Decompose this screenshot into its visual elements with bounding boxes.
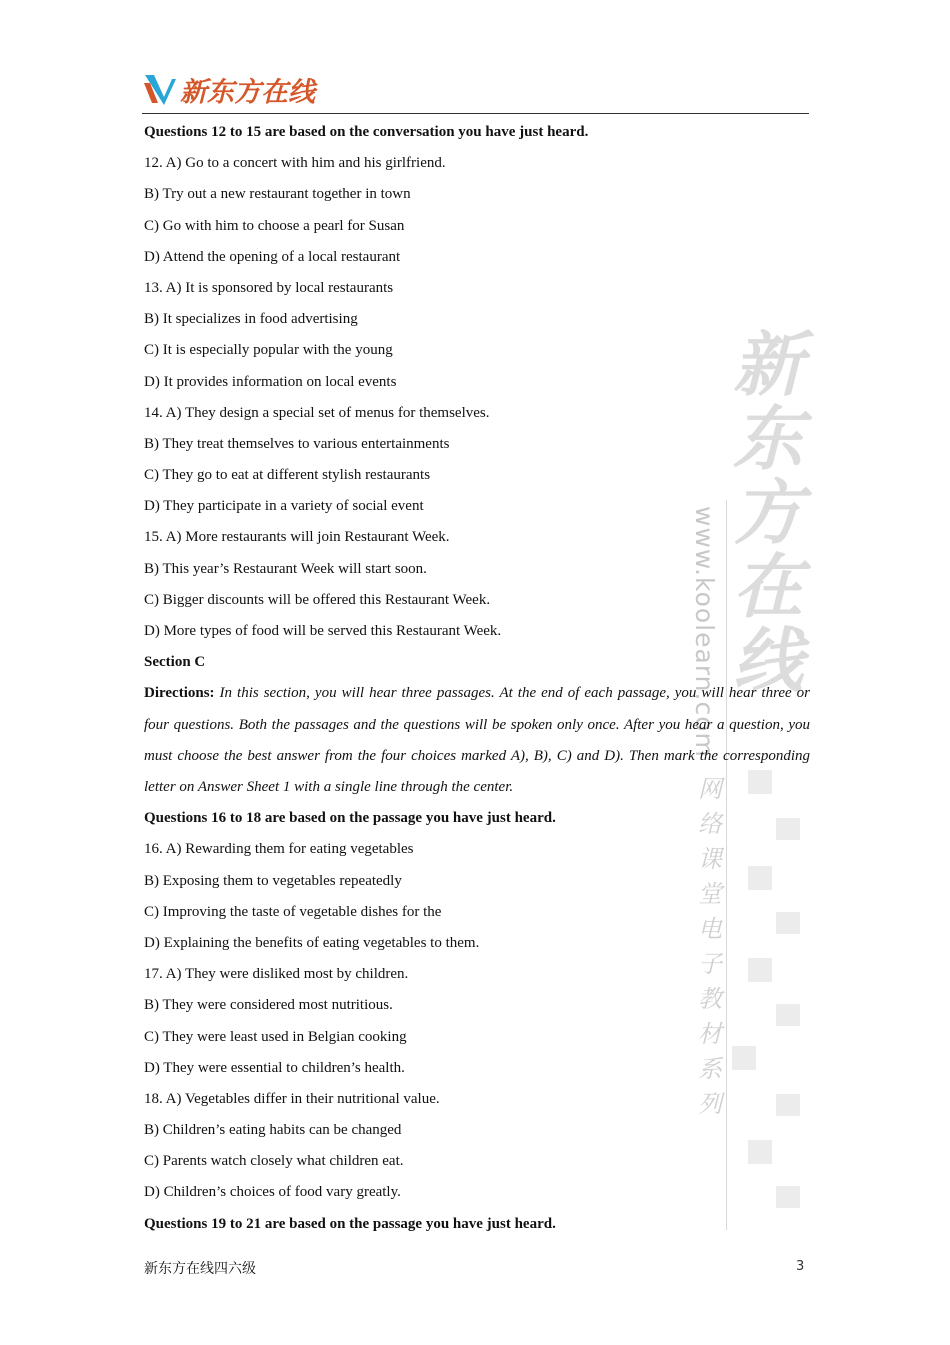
answer-line: C) Go with him to choose a pearl for Susan	[144, 217, 405, 234]
answer-line: C) Improving the taste of vegetable dishes for the	[144, 903, 442, 920]
answer-line: C) They go to eat at different stylish restaurants	[144, 467, 431, 484]
logo	[142, 66, 315, 112]
answer-line: C) It is especially popular with the young	[144, 342, 393, 359]
section-heading: Questions 16 to 18 are based on the passage you have just heard.	[144, 810, 556, 827]
answer-line: B) Try out a new restaurant together in town	[144, 186, 411, 203]
header-rule	[142, 113, 809, 114]
question-block-b	[144, 803, 810, 1240]
footer-label: 新东方在线四六级	[144, 1261, 256, 1277]
answer-line: D) They were essential to children’s health.	[144, 1059, 405, 1076]
answer-line: D) They participate in a variety of social event	[144, 498, 424, 515]
watermark-url: www.koolearn.com	[690, 506, 719, 758]
answer-line: 12. A) Go to a concert with him and his girlfriend.	[144, 155, 446, 172]
answer-line: B) It specializes in food advertising	[144, 311, 358, 328]
answer-line: C) Parents watch closely what children eat.	[144, 1153, 404, 1170]
logo-mark-icon	[142, 69, 178, 109]
question-block-a	[144, 117, 810, 678]
directions-label: Directions:	[144, 685, 215, 702]
page-number: 3	[796, 1259, 805, 1274]
answer-line: 15. A) More restaurants will join Restaurant Week.	[144, 529, 450, 546]
answer-line: D) Attend the opening of a local restaurant	[144, 248, 401, 265]
document-body	[144, 117, 810, 1240]
section-heading: Section C	[144, 654, 206, 671]
answer-line: D) Explaining the benefits of eating vegetables to them.	[144, 934, 480, 951]
answer-line: 16. A) Rewarding them for eating vegetables	[144, 841, 414, 858]
answer-line: 14. A) They design a special set of menus for themselves.	[144, 404, 490, 421]
answer-line: B) They were considered most nutritious.	[144, 997, 393, 1014]
answer-line: B) Children’s eating habits can be changed	[144, 1122, 402, 1139]
watermark-series: 网络课堂电子教材系列	[698, 775, 722, 1118]
answer-line: 18. A) Vegetables differ in their nutritional value.	[144, 1090, 440, 1107]
section-heading: Questions 12 to 15 are based on the conversation you have just heard.	[144, 124, 589, 140]
watermark-brand: 新东方在线	[733, 324, 803, 702]
answer-line: D) It provides information on local events	[144, 373, 397, 390]
answer-line: 17. A) They were disliked most by children.	[144, 966, 409, 983]
answer-line: D) Children’s choices of food vary greatly.	[144, 1184, 401, 1201]
answer-line: B) This year’s Restaurant Week will start soon.	[144, 560, 427, 577]
answer-line: C) They were least used in Belgian cooking	[144, 1028, 407, 1045]
section-heading: Questions 19 to 21 are based on the passage you have just heard.	[144, 1215, 556, 1232]
answer-line: B) They treat themselves to various entertainments	[144, 435, 450, 452]
directions-text: In this section, you will hear three passages. At the end of each passage, you will hear three or four questions. Both the passages and the questions will be spoken only once. After you hear a question, you must choose the best answer from the four choices marked A), B), C) and D). Then mark the corresponding letter on Answer Sheet 1 with a single line through the center.	[144, 685, 811, 795]
answer-line: B) Exposing them to vegetables repeatedly	[144, 872, 402, 889]
logo-text: 新东方在线	[180, 76, 315, 108]
directions-paragraph	[144, 678, 810, 803]
answer-line: D) More types of food will be served this Restaurant Week.	[144, 623, 502, 639]
answer-line: C) Bigger discounts will be offered this Restaurant Week.	[144, 591, 491, 608]
answer-line: 13. A) It is sponsored by local restaurants	[144, 279, 394, 296]
